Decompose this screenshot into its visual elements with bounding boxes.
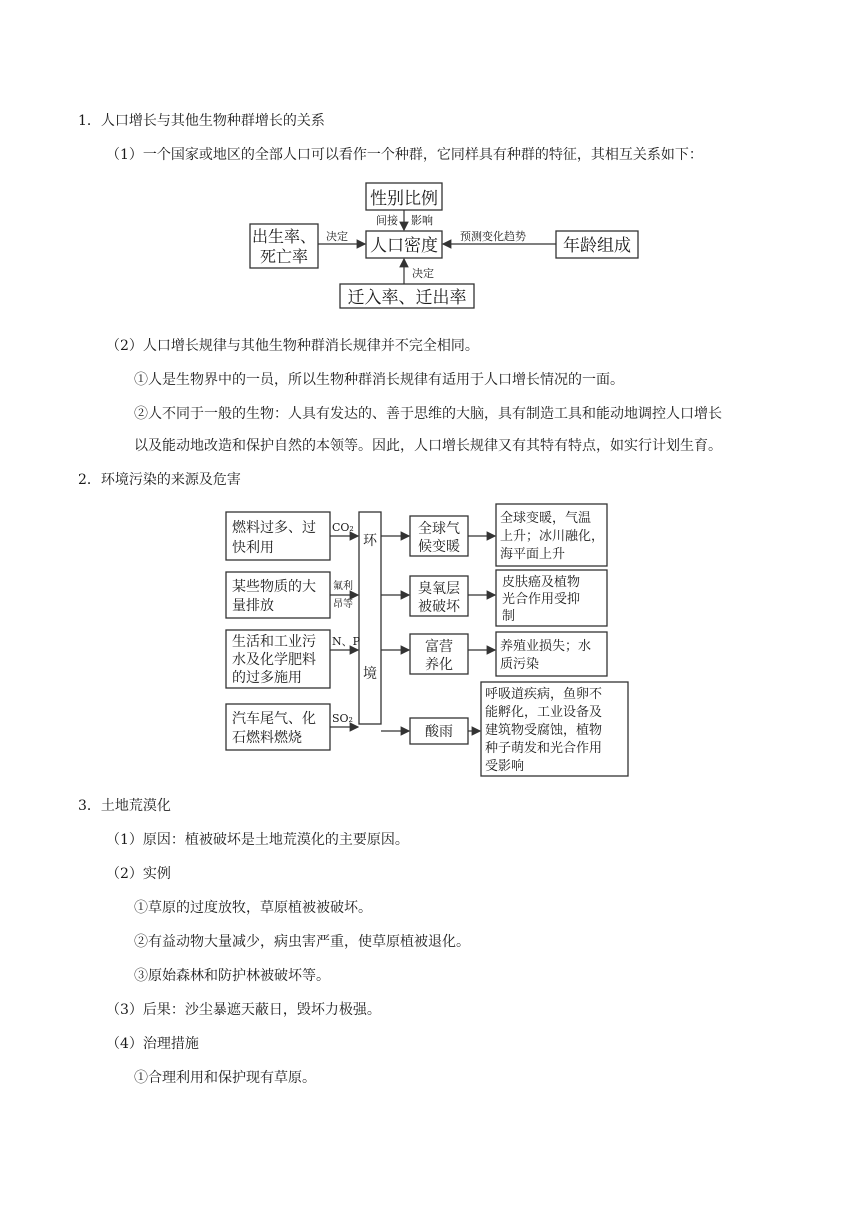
age-structure-text: 年龄组成 [563,236,631,256]
section-1-point-2-line-2: 以及能动地改造和保护自然的本领等。因此，人口增长规律又有其特有特点，如实行计划生育。 [134,438,722,454]
harm-4-line-1: 呼吸道疾病，鱼卵不 [485,687,603,702]
harm-4-line-3: 建筑物受腐蚀，植物 [485,723,603,738]
source-1-line-2: 快利用 [232,540,274,556]
section-1-paragraph-1: （1）一个国家或地区的全部人口可以看作一个种群，它同样具有种群的特征，其相互关系如下： [106,147,703,163]
section-3-example-1: ①草原的过度放牧，草原植被被破坏。 [134,900,372,916]
harm-2-line-3: 制 [502,609,516,624]
section-3-cause: （1）原因：植被破坏是土地荒漠化的主要原因。 [106,832,409,848]
section-3-consequence: （3）后果：沙尘暴遮天蔽日，毁坏力极强。 [106,1002,381,1018]
label-determine-left: 决定 [326,230,348,243]
birth-rate-text: 出生率、 [251,227,317,246]
section-3-example-2: ②有益动物大量减少，病虫害严重，使草原植被退化。 [134,934,470,950]
harm-1-line-3: 海平面上升 [500,547,566,562]
harm-2-line-1: 皮肤癌及植物 [502,575,581,590]
source-4-line-2: 石燃料燃烧 [232,730,302,746]
source-3-line-2: 水及化学肥料 [232,652,316,668]
section-3-example-3: ③原始森林和防护林被破坏等。 [134,968,330,984]
sex-ratio-text: 性别比例 [370,189,438,209]
source-4-line-1: 汽车尾气、化 [232,711,316,727]
harm-4-line-2: 能孵化，工业设备及 [485,705,603,720]
harm-3-line-1: 养殖业损失；水 [500,639,592,654]
section-3-heading: 3．土地荒漠化 [78,798,171,814]
section-3-measure-1: ①合理利用和保护现有草原。 [134,1070,316,1086]
pollutant-3: N、P [332,635,361,648]
effect-4-line-1: 酸雨 [425,724,453,740]
effect-1-line-1: 全球气 [418,521,460,537]
population-density-text: 人口密度 [370,236,438,256]
section-1-point-2-line-1: ②人不同于一般的生物：人具有发达的、善于思维的大脑，具有制造工具和能动地调控人口增长 [134,406,722,422]
harm-2-line-2: 光合作用受抑 [502,592,581,607]
section-3-measures-title: （4）治理措施 [106,1036,199,1052]
effect-3-line-1: 富营 [425,639,453,655]
harm-4-line-5: 受影响 [485,759,525,774]
label-indirect: 间接 [376,214,398,227]
harm-1-line-1: 全球变暖，气温 [500,511,592,526]
pollutant-2-line-1: 氟利 [333,581,353,592]
source-1-line-1: 燃料过多、过 [232,520,316,536]
pollutant-2-line-2: 昂等 [333,599,353,610]
effect-2-line-2: 被破坏 [418,599,460,615]
label-predict-trend: 预测变化趋势 [460,230,526,243]
death-rate-text: 死亡率 [259,247,309,266]
population-relationship-diagram [0,180,860,310]
section-3-examples-title: （2）实例 [106,866,171,882]
source-2-line-2: 量排放 [232,598,274,614]
effect-3-line-2: 养化 [425,657,453,673]
environment-char-2: 境 [363,666,377,682]
pollutant-1: CO₂ [332,521,354,534]
source-3-line-3: 的过多施用 [232,670,302,686]
label-determine-bottom: 决定 [412,267,434,280]
section-1-point-1: ①人是生物界中的一员，所以生物种群消长规律有适用于人口增长情况的一面。 [134,372,624,388]
migration-rate-text: 迁入率、迁出率 [347,288,467,308]
section-1-paragraph-2: （2）人口增长规律与其他生物种群消长规律并不完全相同。 [106,338,479,354]
section-1-heading: 1．人口增长与其他生物种群增长的关系 [78,113,325,129]
environment-char-1: 环 [363,533,377,549]
source-2-line-1: 某些物质的大 [232,579,316,595]
harm-1-line-2: 上升；冰川融化， [500,529,605,544]
effect-1-line-2: 候变暖 [418,539,460,555]
harm-4-line-4: 种子萌发和光合作用 [485,741,603,756]
label-influence: 影响 [411,214,433,227]
harm-3-line-2: 质污染 [500,657,540,672]
effect-2-line-1: 臭氧层 [418,581,460,597]
environmental-pollution-diagram [0,500,860,780]
section-2-heading: 2．环境污染的来源及危害 [78,472,241,488]
source-3-line-1: 生活和工业污 [232,634,316,650]
pollutant-4: SO₂ [332,712,353,725]
